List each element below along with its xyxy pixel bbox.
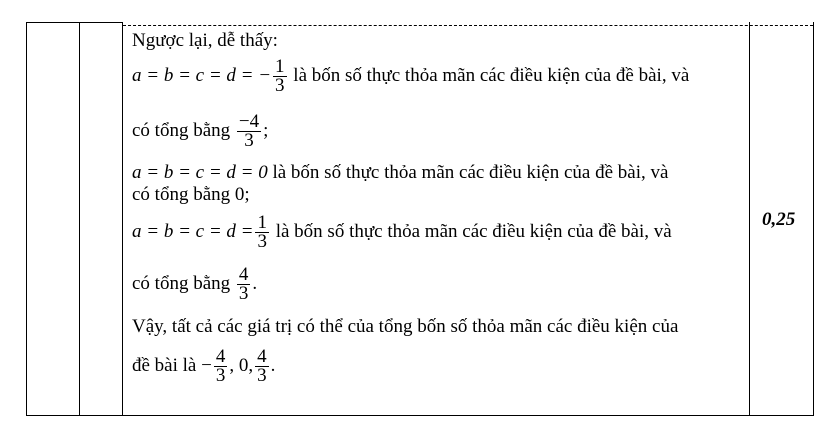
case3-sum-fraction: $\frac{4}{3}$ [238, 264, 249, 304]
table-border-top [26, 22, 123, 23]
case1-sum-suffix: ; [263, 119, 269, 141]
case3-text: là bốn số thực thỏa mãn các điều kiện của đề bài, và [275, 220, 672, 242]
case3-sum-prefix: có tổng bằng [132, 272, 231, 294]
case3-equation: a = b = c = d = [132, 220, 254, 242]
case2-text: là bốn số thực thỏa mãn các điều kiện của đề bài, và [272, 162, 669, 183]
case2-equation: a = b = c = d = 0 [132, 162, 268, 183]
case1-equation: a = b = c = d = − [132, 64, 272, 86]
table-border-col1 [79, 22, 80, 416]
case3-sum-suffix: . [252, 272, 258, 294]
score-value: 0,25 [762, 209, 796, 230]
conclusion-end: . [270, 354, 276, 376]
case1-sum-prefix: có tổng bằng [132, 119, 231, 141]
table-border-top-dashed [123, 25, 813, 26]
conclusion-fraction-a: $\frac{4}{3}$ [215, 346, 226, 386]
table-border-right [813, 22, 814, 416]
conclusion-fraction-b: $\frac{4}{3}$ [257, 346, 267, 386]
conclusion-line2 [132, 348, 275, 385]
conclusion-mid: , 0, [229, 354, 254, 376]
case3-sum-line [132, 266, 257, 303]
table-border-bottom [26, 415, 814, 416]
case1-text: là bốn số thực thỏa mãn các điều kiện của đề bài, và [293, 64, 690, 86]
table-border-col2 [122, 22, 123, 416]
table-border-left [26, 22, 27, 416]
intro-text: Ngược lại, dễ thấy: [132, 30, 278, 51]
case1-sum-line [132, 113, 268, 150]
conclusion-line1: Vậy, tất cả các giá trị có thể của tổng bốn số thỏa mãn các điều kiện của [132, 316, 679, 337]
case2-sum: có tổng bằng 0; [132, 184, 250, 205]
case1-fraction: $\frac{1}{3}$ [275, 56, 285, 96]
case1-line [132, 58, 689, 95]
case1-sum-fraction: $\frac{-4}{3}$ [238, 111, 260, 151]
table-border-col3 [749, 22, 750, 416]
case3-line [132, 214, 672, 251]
case2-line [132, 162, 668, 184]
case3-fraction: $\frac{1}{3}$ [257, 212, 267, 252]
conclusion-prefix: đề bài là − [132, 354, 212, 376]
